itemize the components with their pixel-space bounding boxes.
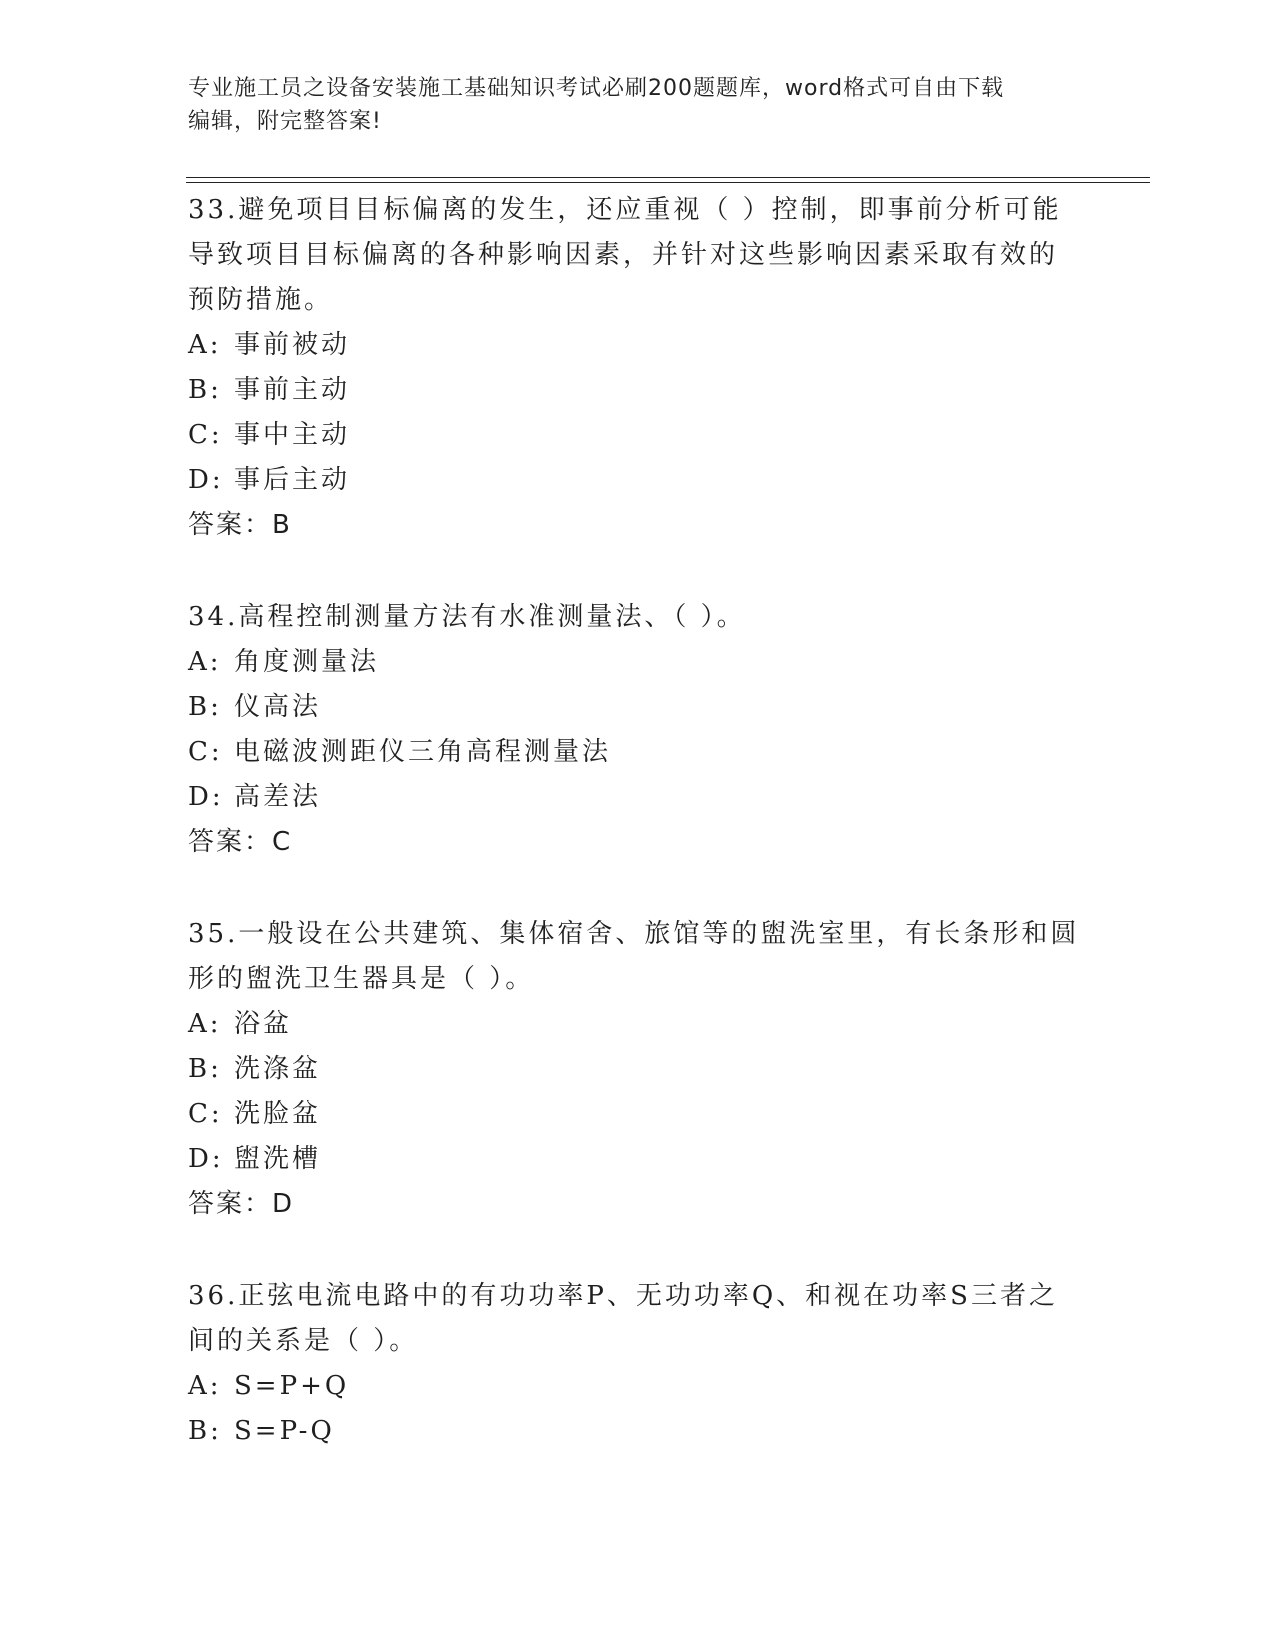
answer-option: [188, 640, 1088, 685]
answer-line: 答案：C: [188, 827, 293, 857]
question-stem-line: 36.正弦电流电路中的有功功率P、无功功率Q、和视在功率S三者之: [188, 1281, 1058, 1311]
answer-option: [188, 1092, 1088, 1137]
header-divider-top: [186, 177, 1150, 178]
option-text: 事前被动: [234, 330, 351, 360]
header-line-1: 专业施工员之设备安装施工基础知识考试必刷200题题库，word格式可自由下载: [188, 76, 1005, 101]
question-stem-line: 预防措施。: [188, 285, 334, 315]
option-text: 事前主动: [234, 375, 351, 405]
question-stem-line: 33.避免项目目标偏离的发生，还应重视（ ）控制，即事前分析可能: [188, 195, 1062, 225]
question-stem-line: 34.高程控制测量方法有水准测量法、（ ）。: [188, 602, 746, 632]
option-key: B:: [188, 375, 222, 405]
answer-option: [188, 1364, 1088, 1409]
option-text: S=P+Q: [234, 1371, 350, 1401]
answer-option: [188, 1409, 1088, 1454]
option-key: A:: [188, 1371, 222, 1401]
question-stem-line: 间的关系是（ ）。: [188, 1326, 419, 1356]
option-key: A:: [188, 647, 222, 677]
answer-option: [188, 323, 1088, 368]
question-block: [188, 912, 1088, 1227]
option-key: C:: [188, 1099, 223, 1129]
question-stem-line: 导致项目目标偏离的各种影响因素，并针对这些影响因素采取有效的: [188, 240, 1059, 270]
option-key: B:: [188, 1416, 222, 1446]
answer-option: [188, 685, 1088, 730]
option-key: B:: [188, 692, 222, 722]
question-list: [188, 188, 1088, 1454]
option-key: B:: [188, 1054, 222, 1084]
option-text: 洗涤盆: [234, 1054, 322, 1084]
option-key: C:: [188, 420, 223, 450]
answer-option: [188, 730, 1088, 775]
question-block: [188, 595, 1088, 865]
option-text: S=P-Q: [234, 1416, 335, 1446]
option-text: 事中主动: [234, 420, 351, 450]
question-spacer: [188, 865, 1088, 912]
option-text: 角度测量法: [234, 647, 380, 677]
option-key: A:: [188, 330, 222, 360]
question-spacer: [188, 548, 1088, 595]
question-stem-line: 形的盥洗卫生器具是（ ）。: [188, 964, 535, 994]
option-key: D:: [188, 1144, 224, 1174]
option-key: D:: [188, 782, 224, 812]
question-spacer: [188, 1227, 1088, 1274]
answer-option: [188, 368, 1088, 413]
answer-option: [188, 1047, 1088, 1092]
option-text: 高差法: [234, 782, 322, 812]
question-block: [188, 1274, 1088, 1454]
option-text: 电磁波测距仪三角高程测量法: [234, 737, 612, 767]
answer-option: [188, 1137, 1088, 1182]
option-key: A:: [188, 1009, 222, 1039]
answer-line: 答案：B: [188, 510, 292, 540]
header-divider-bottom: [186, 182, 1150, 183]
answer-option: [188, 458, 1088, 503]
option-text: 盥洗槽: [234, 1144, 322, 1174]
header-line-2: 编辑，附完整答案!: [188, 109, 382, 134]
answer-option: [188, 1002, 1088, 1047]
option-text: 事后主动: [234, 465, 351, 495]
option-text: 仪高法: [234, 692, 322, 722]
answer-line: 答案：D: [188, 1189, 295, 1219]
question-block: [188, 188, 1088, 548]
option-key: D:: [188, 465, 224, 495]
option-text: 洗脸盆: [234, 1099, 322, 1129]
question-stem-line: 35.一般设在公共建筑、集体宿舍、旅馆等的盥洗室里，有长条形和圆: [188, 919, 1080, 949]
document-header: [188, 72, 1068, 138]
answer-option: [188, 413, 1088, 458]
option-text: 浴盆: [234, 1009, 293, 1039]
option-key: C:: [188, 737, 223, 767]
answer-option: [188, 775, 1088, 820]
